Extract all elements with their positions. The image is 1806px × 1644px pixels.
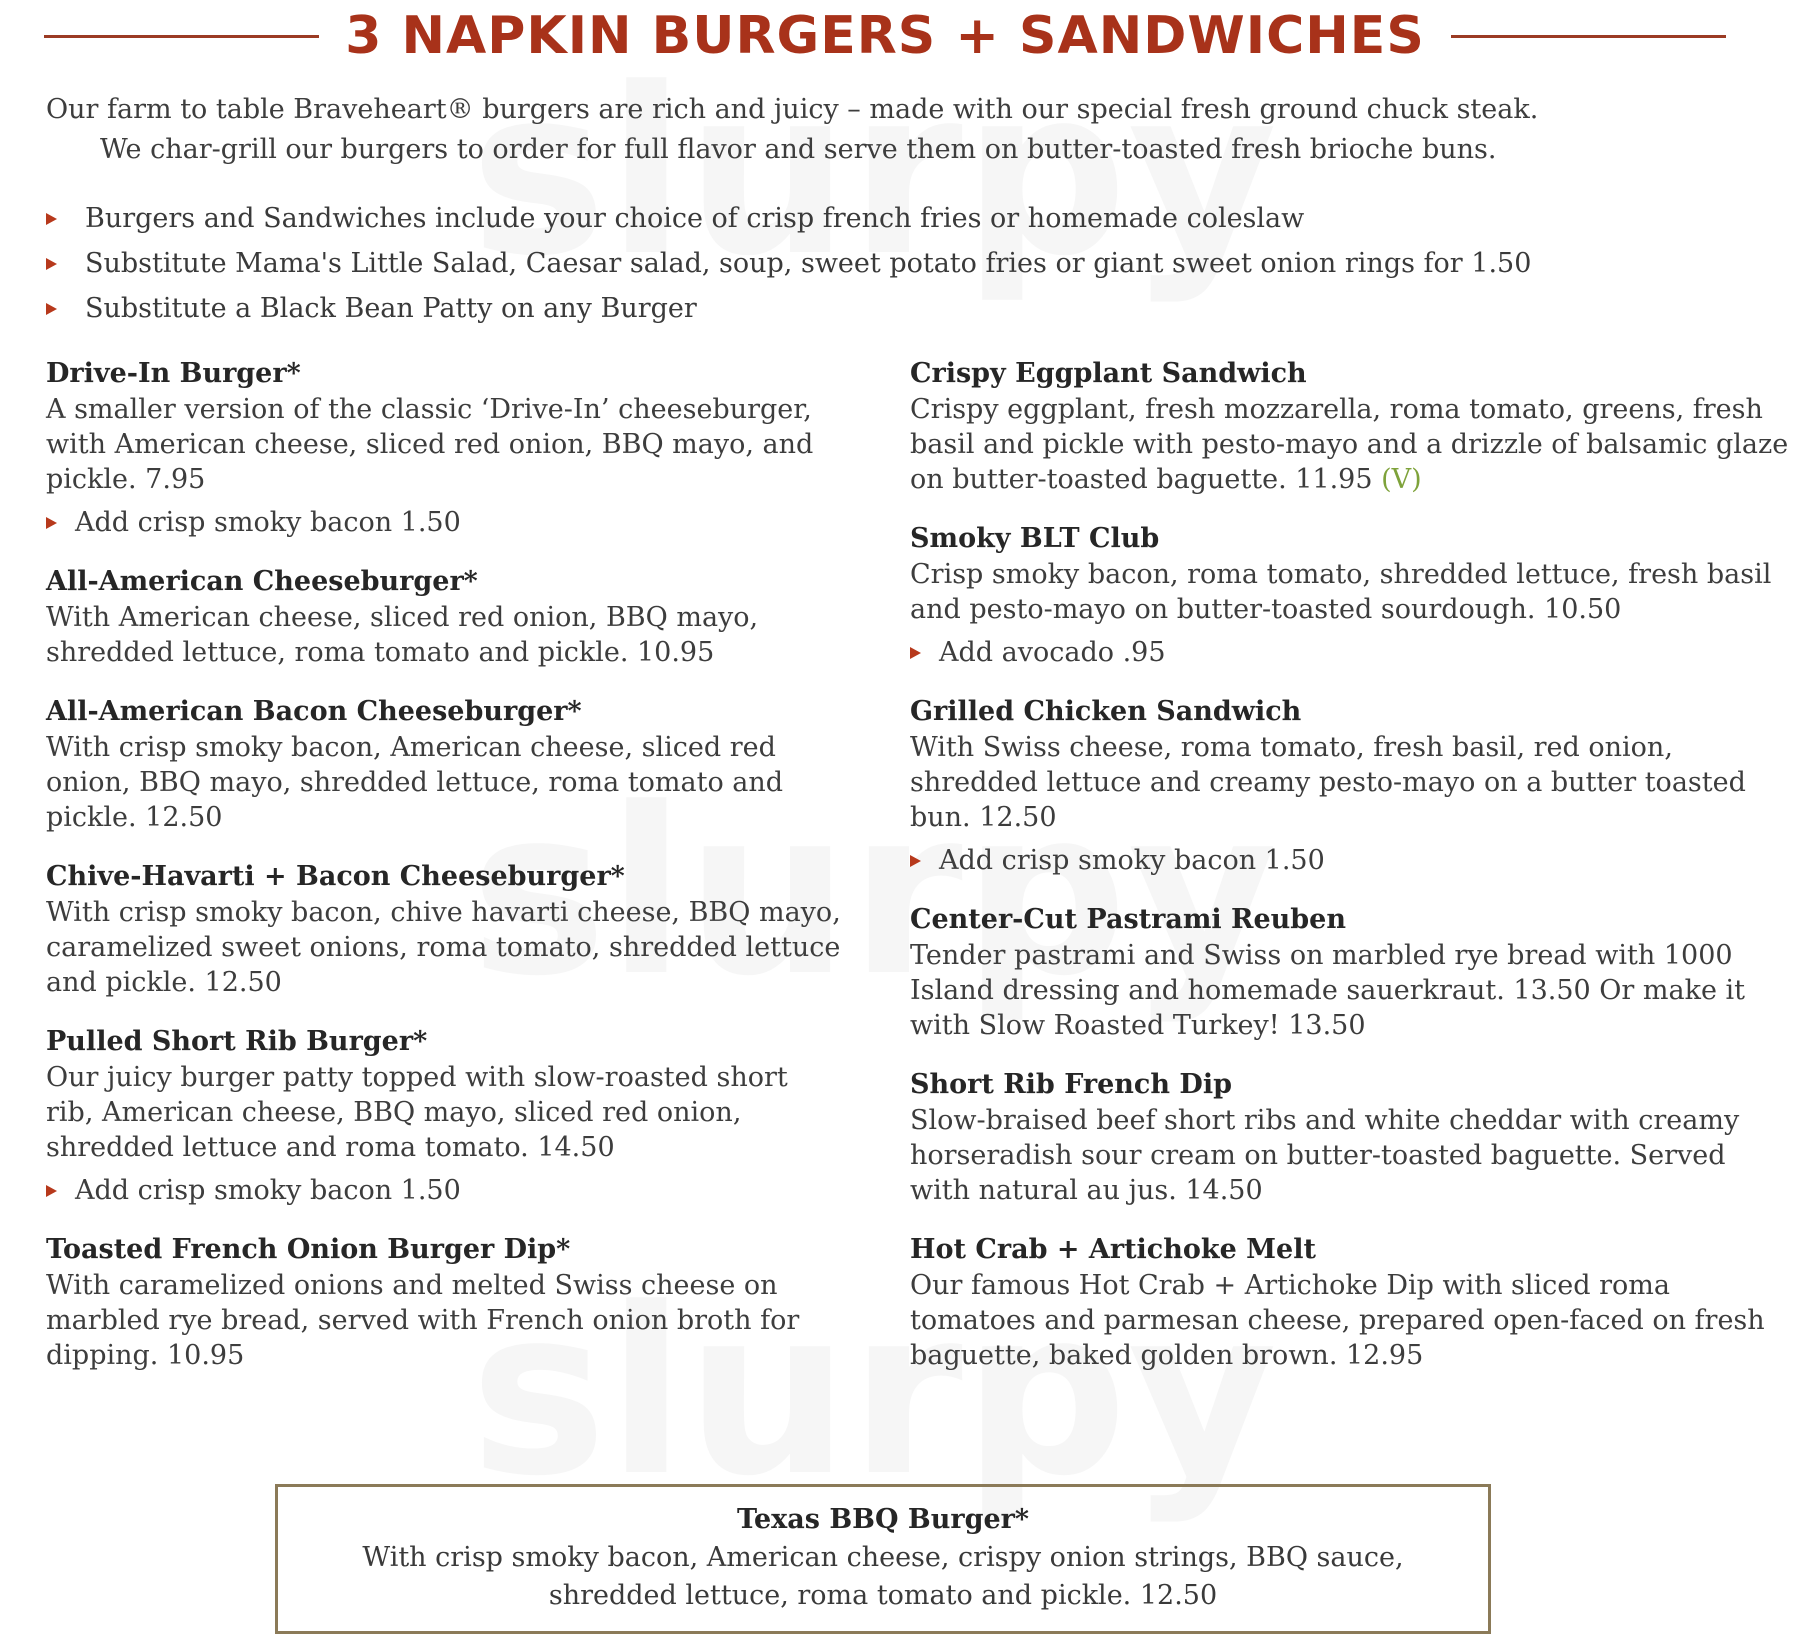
featured-item-name: Texas BBQ Burger* bbox=[736, 1504, 1029, 1535]
menu-item bbox=[910, 1232, 1790, 1373]
item-description: With American cheese, sliced red onion, BBQ mayo, shredded lettuce, roma tomato and pickle. 10.95 bbox=[46, 602, 759, 668]
intro-line-2: We char-grill our burgers to order for full flavor and serve them on butter-toasted fresh brioche buns. bbox=[100, 134, 1497, 165]
arrow-bullet-icon bbox=[46, 213, 57, 225]
note-text: Substitute a Black Bean Patty on any Burger bbox=[85, 293, 697, 324]
addon-text: Add crisp smoky bacon 1.50 bbox=[75, 1175, 461, 1206]
note-item bbox=[46, 241, 1746, 286]
item-name: Pulled Short Rib Burger* bbox=[46, 1026, 428, 1057]
item-name: All-American Cheeseburger* bbox=[46, 566, 478, 597]
item-addon bbox=[910, 635, 1790, 670]
item-description: A smaller version of the classic ‘Drive-In’ cheeseburger, with American cheese, sliced red onion, BBQ mayo, and pickle. 7.95 bbox=[46, 394, 814, 495]
item-name: Toasted French Onion Burger Dip* bbox=[46, 1234, 571, 1265]
menu-item bbox=[46, 859, 846, 1000]
menu-item bbox=[910, 694, 1790, 878]
intro-text bbox=[0, 90, 1720, 170]
arrow-bullet-icon bbox=[910, 647, 921, 659]
menu-item bbox=[910, 1067, 1790, 1208]
intro-line-1: Our farm to table Braveheart® burgers are rich and juicy – made with our special fresh ground chuck steak. bbox=[46, 94, 1539, 125]
item-name: Grilled Chicken Sandwich bbox=[910, 696, 1302, 727]
item-description: With Swiss cheese, roma tomato, fresh basil, red onion, shredded lettuce and creamy pesto-mayo on a butter toasted bun. 12.50 bbox=[910, 732, 1746, 833]
menu-item bbox=[46, 564, 846, 670]
item-name: Drive-In Burger* bbox=[46, 358, 301, 389]
menu-item bbox=[46, 694, 826, 835]
note-item bbox=[46, 286, 1746, 331]
featured-item-line-2: shredded lettuce, roma tomato and pickle. 12.50 bbox=[548, 1580, 1218, 1611]
item-name: Hot Crab + Artichoke Melt bbox=[910, 1234, 1316, 1265]
item-description: With crisp smoky bacon, American cheese, sliced red onion, BBQ mayo, shredded lettuce, roma tomato and pickle. 12.50 bbox=[46, 732, 784, 833]
item-addon bbox=[910, 843, 1790, 878]
item-name: All-American Bacon Cheeseburger* bbox=[46, 696, 582, 727]
notes-list bbox=[46, 196, 1746, 331]
vegetarian-badge: (V) bbox=[1381, 464, 1422, 495]
item-name: Crispy Eggplant Sandwich bbox=[910, 358, 1307, 389]
arrow-bullet-icon bbox=[46, 258, 57, 270]
item-description: With caramelized onions and melted Swiss cheese on marbled rye bread, served with French onion broth for dipping. 10.95 bbox=[46, 1270, 800, 1371]
menu-item bbox=[910, 356, 1790, 497]
item-name: Chive-Havarti + Bacon Cheeseburger* bbox=[46, 861, 625, 892]
menu-item bbox=[910, 902, 1790, 1043]
arrow-bullet-icon bbox=[46, 517, 57, 529]
item-addon bbox=[46, 1173, 806, 1208]
menu-item bbox=[46, 356, 861, 540]
featured-item-box bbox=[275, 1484, 1491, 1634]
arrow-bullet-icon bbox=[910, 855, 921, 867]
item-description: Crisp smoky bacon, roma tomato, shredded lettuce, fresh basil and pesto-mayo on butter-toasted sourdough. 10.50 bbox=[910, 559, 1772, 625]
item-description: Our famous Hot Crab + Artichoke Dip with sliced roma tomatoes and parmesan cheese, prepared open-faced on fresh baguette, baked golden brown. 12.95 bbox=[910, 1270, 1765, 1371]
item-description-text: Crispy eggplant, fresh mozzarella, roma tomato, greens, fresh basil and pickle with pesto-mayo and a drizzle of balsamic glaze on butter-toasted baguette. 11.95 bbox=[910, 394, 1789, 495]
menu-item bbox=[46, 1024, 806, 1208]
menu-item bbox=[46, 1232, 806, 1373]
item-description: Slow-braised beef short ribs and white cheddar with creamy horseradish sour cream on butter-toasted baguette. Served with natural au jus. 14.50 bbox=[910, 1105, 1740, 1206]
item-name: Short Rib French Dip bbox=[910, 1069, 1232, 1100]
menu-item bbox=[910, 521, 1790, 670]
note-item bbox=[46, 196, 1746, 241]
addon-text: Add avocado .95 bbox=[939, 637, 1166, 668]
item-description: Tender pastrami and Swiss on marbled rye bread with 1000 Island dressing and homemade sauerkraut. 13.50 Or make it with Slow Roasted Turkey! 13.50 bbox=[910, 940, 1746, 1041]
item-description bbox=[910, 392, 1790, 497]
item-name: Smoky BLT Club bbox=[910, 523, 1160, 554]
item-name: Center-Cut Pastrami Reuben bbox=[910, 904, 1346, 935]
arrow-bullet-icon bbox=[46, 1185, 57, 1197]
addon-text: Add crisp smoky bacon 1.50 bbox=[939, 845, 1325, 876]
item-description: Our juicy burger patty topped with slow-roasted short rib, American cheese, BBQ mayo, sliced red onion, shredded lettuce and roma tomato. 14.50 bbox=[46, 1062, 788, 1163]
header-rule-right bbox=[1451, 35, 1726, 38]
addon-text: Add crisp smoky bacon 1.50 bbox=[75, 507, 461, 538]
note-text: Burgers and Sandwiches include your choice of crisp french fries or homemade coleslaw bbox=[85, 203, 1305, 234]
note-text: Substitute Mama's Little Salad, Caesar salad, soup, sweet potato fries or giant sweet onion rings for 1.50 bbox=[85, 248, 1532, 279]
section-title: 3 NAPKIN BURGERS + SANDWICHES bbox=[345, 6, 1425, 66]
arrow-bullet-icon bbox=[46, 303, 57, 315]
featured-item-line-1: With crisp smoky bacon, American cheese, crispy onion strings, BBQ sauce, bbox=[362, 1542, 1404, 1573]
menu-column-right bbox=[910, 356, 1790, 1397]
item-addon bbox=[46, 505, 861, 540]
item-description: With crisp smoky bacon, chive havarti cheese, BBQ mayo, caramelized sweet onions, roma tomato, shredded lettuce and pickle. 12.50 bbox=[46, 897, 841, 998]
menu-column-left bbox=[46, 356, 876, 1397]
header-rule-left bbox=[44, 35, 319, 38]
section-header bbox=[44, 4, 1726, 68]
